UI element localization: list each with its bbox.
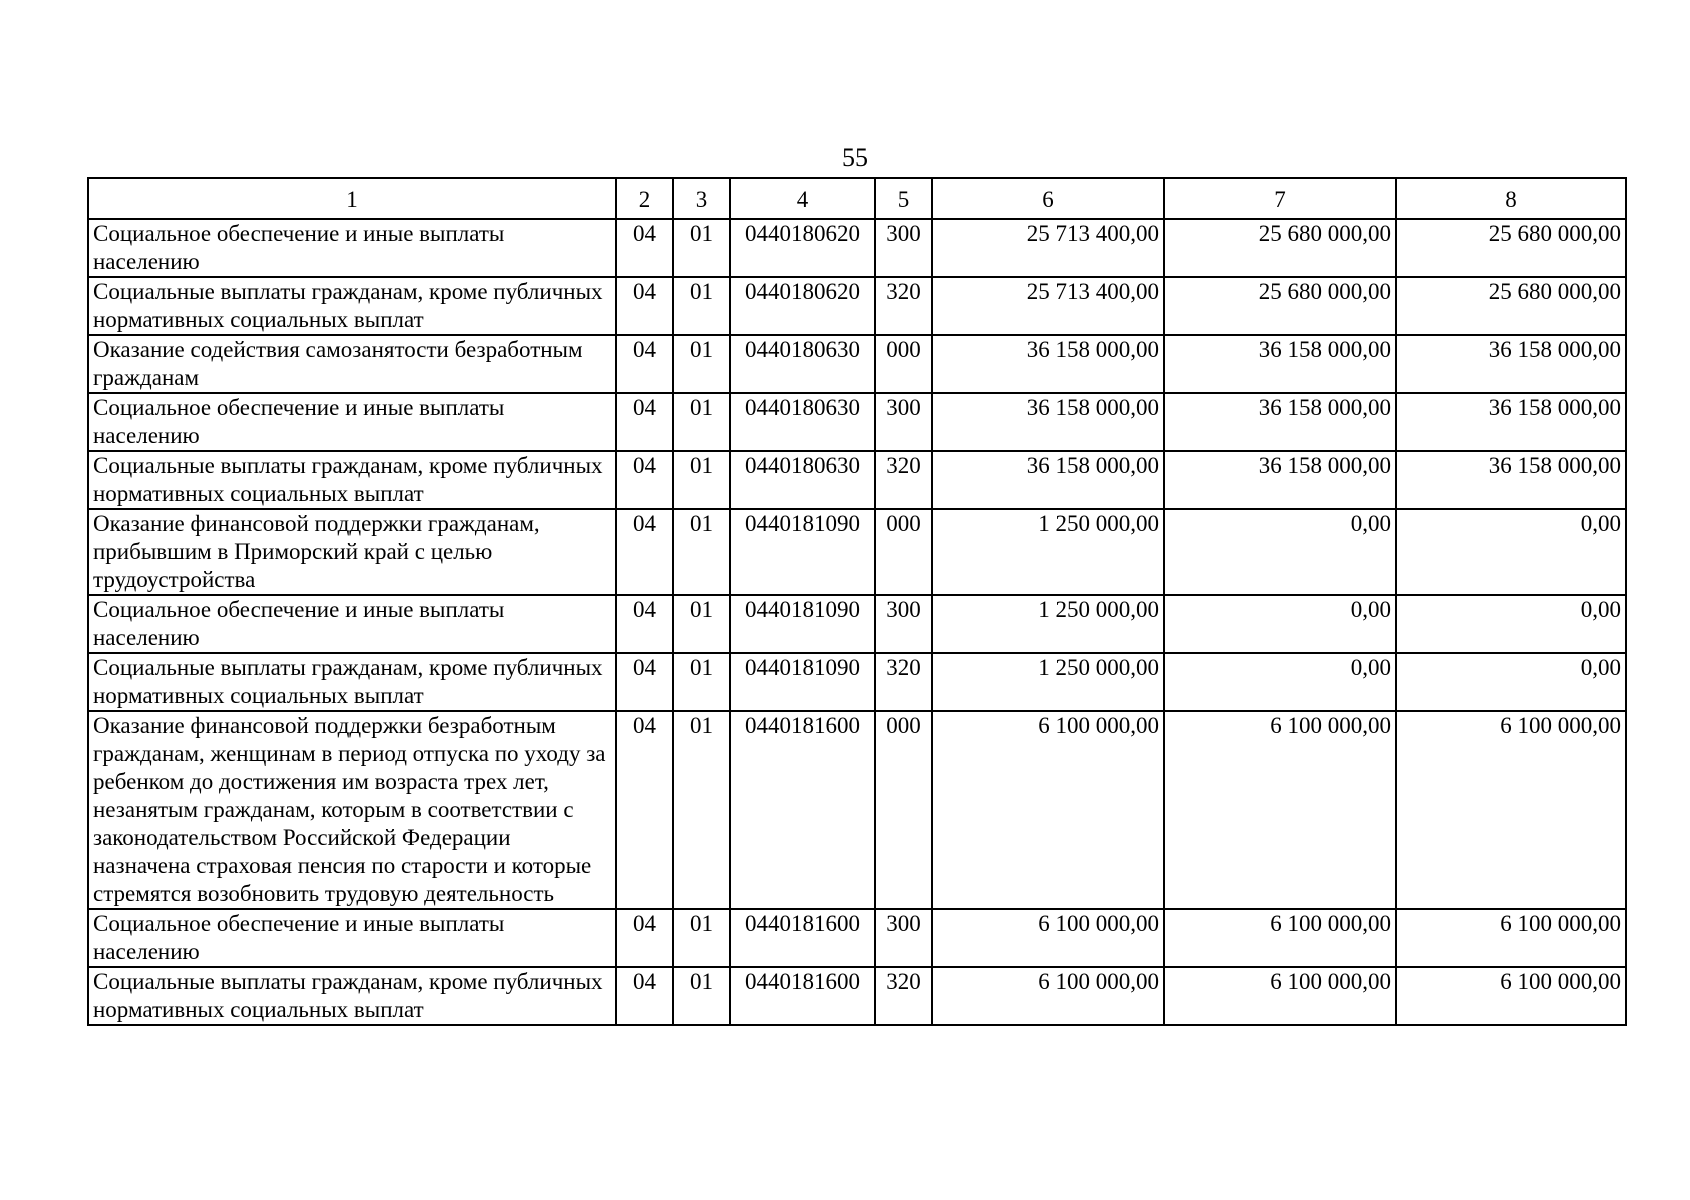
target-item-code-cell: 0440180620 (730, 219, 875, 277)
section-code-cell: 04 (616, 711, 673, 909)
amount-col8-cell: 6 100 000,00 (1396, 909, 1626, 967)
column-header-3: 3 (673, 178, 730, 219)
subsection-code-cell: 01 (673, 967, 730, 1025)
target-item-code-cell: 0440181090 (730, 509, 875, 595)
amount-col8-cell: 0,00 (1396, 595, 1626, 653)
amount-col7-cell: 6 100 000,00 (1164, 909, 1396, 967)
column-header-2: 2 (616, 178, 673, 219)
section-code-cell: 04 (616, 335, 673, 393)
subsection-code-cell: 01 (673, 909, 730, 967)
amount-col8-cell: 0,00 (1396, 653, 1626, 711)
column-header-1: 1 (88, 178, 616, 219)
expense-type-code-cell: 320 (875, 653, 932, 711)
table-row (88, 509, 1626, 595)
table-row (88, 595, 1626, 653)
row-name-cell: Оказание финансовой поддержки гражданам, прибывшим в Приморский край с целью трудоустройства (88, 509, 616, 595)
amount-col8-cell: 0,00 (1396, 509, 1626, 595)
row-name-cell: Социальное обеспечение и иные выплаты населению (88, 909, 616, 967)
expense-type-code-cell: 320 (875, 451, 932, 509)
section-code-cell: 04 (616, 393, 673, 451)
subsection-code-cell: 01 (673, 393, 730, 451)
row-name-cell: Социальное обеспечение и иные выплаты населению (88, 393, 616, 451)
amount-col8-cell: 36 158 000,00 (1396, 335, 1626, 393)
amount-col6-cell: 25 713 400,00 (932, 277, 1164, 335)
row-name-cell: Социальное обеспечение и иные выплаты населению (88, 595, 616, 653)
target-item-code-cell: 0440181090 (730, 653, 875, 711)
amount-col7-cell: 25 680 000,00 (1164, 219, 1396, 277)
table-row (88, 653, 1626, 711)
section-code-cell: 04 (616, 219, 673, 277)
table-body (88, 219, 1626, 1025)
table-row (88, 967, 1626, 1025)
amount-col6-cell: 6 100 000,00 (932, 711, 1164, 909)
section-code-cell: 04 (616, 451, 673, 509)
amount-col6-cell: 1 250 000,00 (932, 509, 1164, 595)
target-item-code-cell: 0440180630 (730, 335, 875, 393)
amount-col6-cell: 1 250 000,00 (932, 595, 1164, 653)
expense-type-code-cell: 300 (875, 219, 932, 277)
section-code-cell: 04 (616, 909, 673, 967)
row-name-cell: Социальные выплаты гражданам, кроме публичных нормативных социальных выплат (88, 277, 616, 335)
column-header-7: 7 (1164, 178, 1396, 219)
section-code-cell: 04 (616, 653, 673, 711)
expense-type-code-cell: 320 (875, 277, 932, 335)
amount-col7-cell: 0,00 (1164, 653, 1396, 711)
amount-col6-cell: 36 158 000,00 (932, 451, 1164, 509)
table-row (88, 335, 1626, 393)
row-name-cell: Социальное обеспечение и иные выплаты населению (88, 219, 616, 277)
subsection-code-cell: 01 (673, 711, 730, 909)
subsection-code-cell: 01 (673, 277, 730, 335)
amount-col7-cell: 25 680 000,00 (1164, 277, 1396, 335)
budget-table (87, 177, 1627, 1026)
amount-col6-cell: 36 158 000,00 (932, 335, 1164, 393)
subsection-code-cell: 01 (673, 653, 730, 711)
section-code-cell: 04 (616, 277, 673, 335)
subsection-code-cell: 01 (673, 335, 730, 393)
subsection-code-cell: 01 (673, 595, 730, 653)
subsection-code-cell: 01 (673, 451, 730, 509)
amount-col8-cell: 6 100 000,00 (1396, 967, 1626, 1025)
amount-col7-cell: 0,00 (1164, 509, 1396, 595)
expense-type-code-cell: 300 (875, 909, 932, 967)
table-row (88, 451, 1626, 509)
target-item-code-cell: 0440180620 (730, 277, 875, 335)
column-header-6: 6 (932, 178, 1164, 219)
expense-type-code-cell: 000 (875, 509, 932, 595)
subsection-code-cell: 01 (673, 509, 730, 595)
section-code-cell: 04 (616, 967, 673, 1025)
column-header-4: 4 (730, 178, 875, 219)
expense-type-code-cell: 300 (875, 595, 932, 653)
amount-col8-cell: 25 680 000,00 (1396, 219, 1626, 277)
table-row (88, 393, 1626, 451)
row-name-cell: Социальные выплаты гражданам, кроме публичных нормативных социальных выплат (88, 653, 616, 711)
table-row (88, 909, 1626, 967)
amount-col6-cell: 6 100 000,00 (932, 909, 1164, 967)
expense-type-code-cell: 000 (875, 711, 932, 909)
column-header-5: 5 (875, 178, 932, 219)
amount-col6-cell: 36 158 000,00 (932, 393, 1164, 451)
amount-col8-cell: 36 158 000,00 (1396, 393, 1626, 451)
page-number: 55 (842, 143, 868, 172)
row-name-cell: Оказание содействия самозанятости безработным гражданам (88, 335, 616, 393)
amount-col7-cell: 36 158 000,00 (1164, 393, 1396, 451)
amount-col7-cell: 36 158 000,00 (1164, 451, 1396, 509)
expense-type-code-cell: 320 (875, 967, 932, 1025)
row-name-cell: Социальные выплаты гражданам, кроме публичных нормативных социальных выплат (88, 451, 616, 509)
amount-col6-cell: 6 100 000,00 (932, 967, 1164, 1025)
row-name-cell: Социальные выплаты гражданам, кроме публичных нормативных социальных выплат (88, 967, 616, 1025)
target-item-code-cell: 0440181600 (730, 711, 875, 909)
amount-col8-cell: 36 158 000,00 (1396, 451, 1626, 509)
amount-col6-cell: 25 713 400,00 (932, 219, 1164, 277)
target-item-code-cell: 0440180630 (730, 393, 875, 451)
table-row (88, 277, 1626, 335)
subsection-code-cell: 01 (673, 219, 730, 277)
target-item-code-cell: 0440181600 (730, 967, 875, 1025)
target-item-code-cell: 0440180630 (730, 451, 875, 509)
expense-type-code-cell: 000 (875, 335, 932, 393)
target-item-code-cell: 0440181090 (730, 595, 875, 653)
amount-col8-cell: 25 680 000,00 (1396, 277, 1626, 335)
target-item-code-cell: 0440181600 (730, 909, 875, 967)
row-name-cell: Оказание финансовой поддержки безработным гражданам, женщинам в период отпуска по уходу за ребенком до достижения им возраста трех лет, незанятым гражданам, которым в соответствии с законодательством Российской Федерации назначена страховая пенсия по старости и которые стремятся возобновить трудовую деятельность (88, 711, 616, 909)
amount-col8-cell: 6 100 000,00 (1396, 711, 1626, 909)
section-code-cell: 04 (616, 595, 673, 653)
amount-col7-cell: 0,00 (1164, 595, 1396, 653)
amount-col7-cell: 6 100 000,00 (1164, 967, 1396, 1025)
table-row (88, 219, 1626, 277)
amount-col7-cell: 36 158 000,00 (1164, 335, 1396, 393)
amount-col7-cell: 6 100 000,00 (1164, 711, 1396, 909)
column-header-8: 8 (1396, 178, 1626, 219)
section-code-cell: 04 (616, 509, 673, 595)
table-header-row (88, 178, 1626, 219)
table-row (88, 711, 1626, 909)
expense-type-code-cell: 300 (875, 393, 932, 451)
amount-col6-cell: 1 250 000,00 (932, 653, 1164, 711)
